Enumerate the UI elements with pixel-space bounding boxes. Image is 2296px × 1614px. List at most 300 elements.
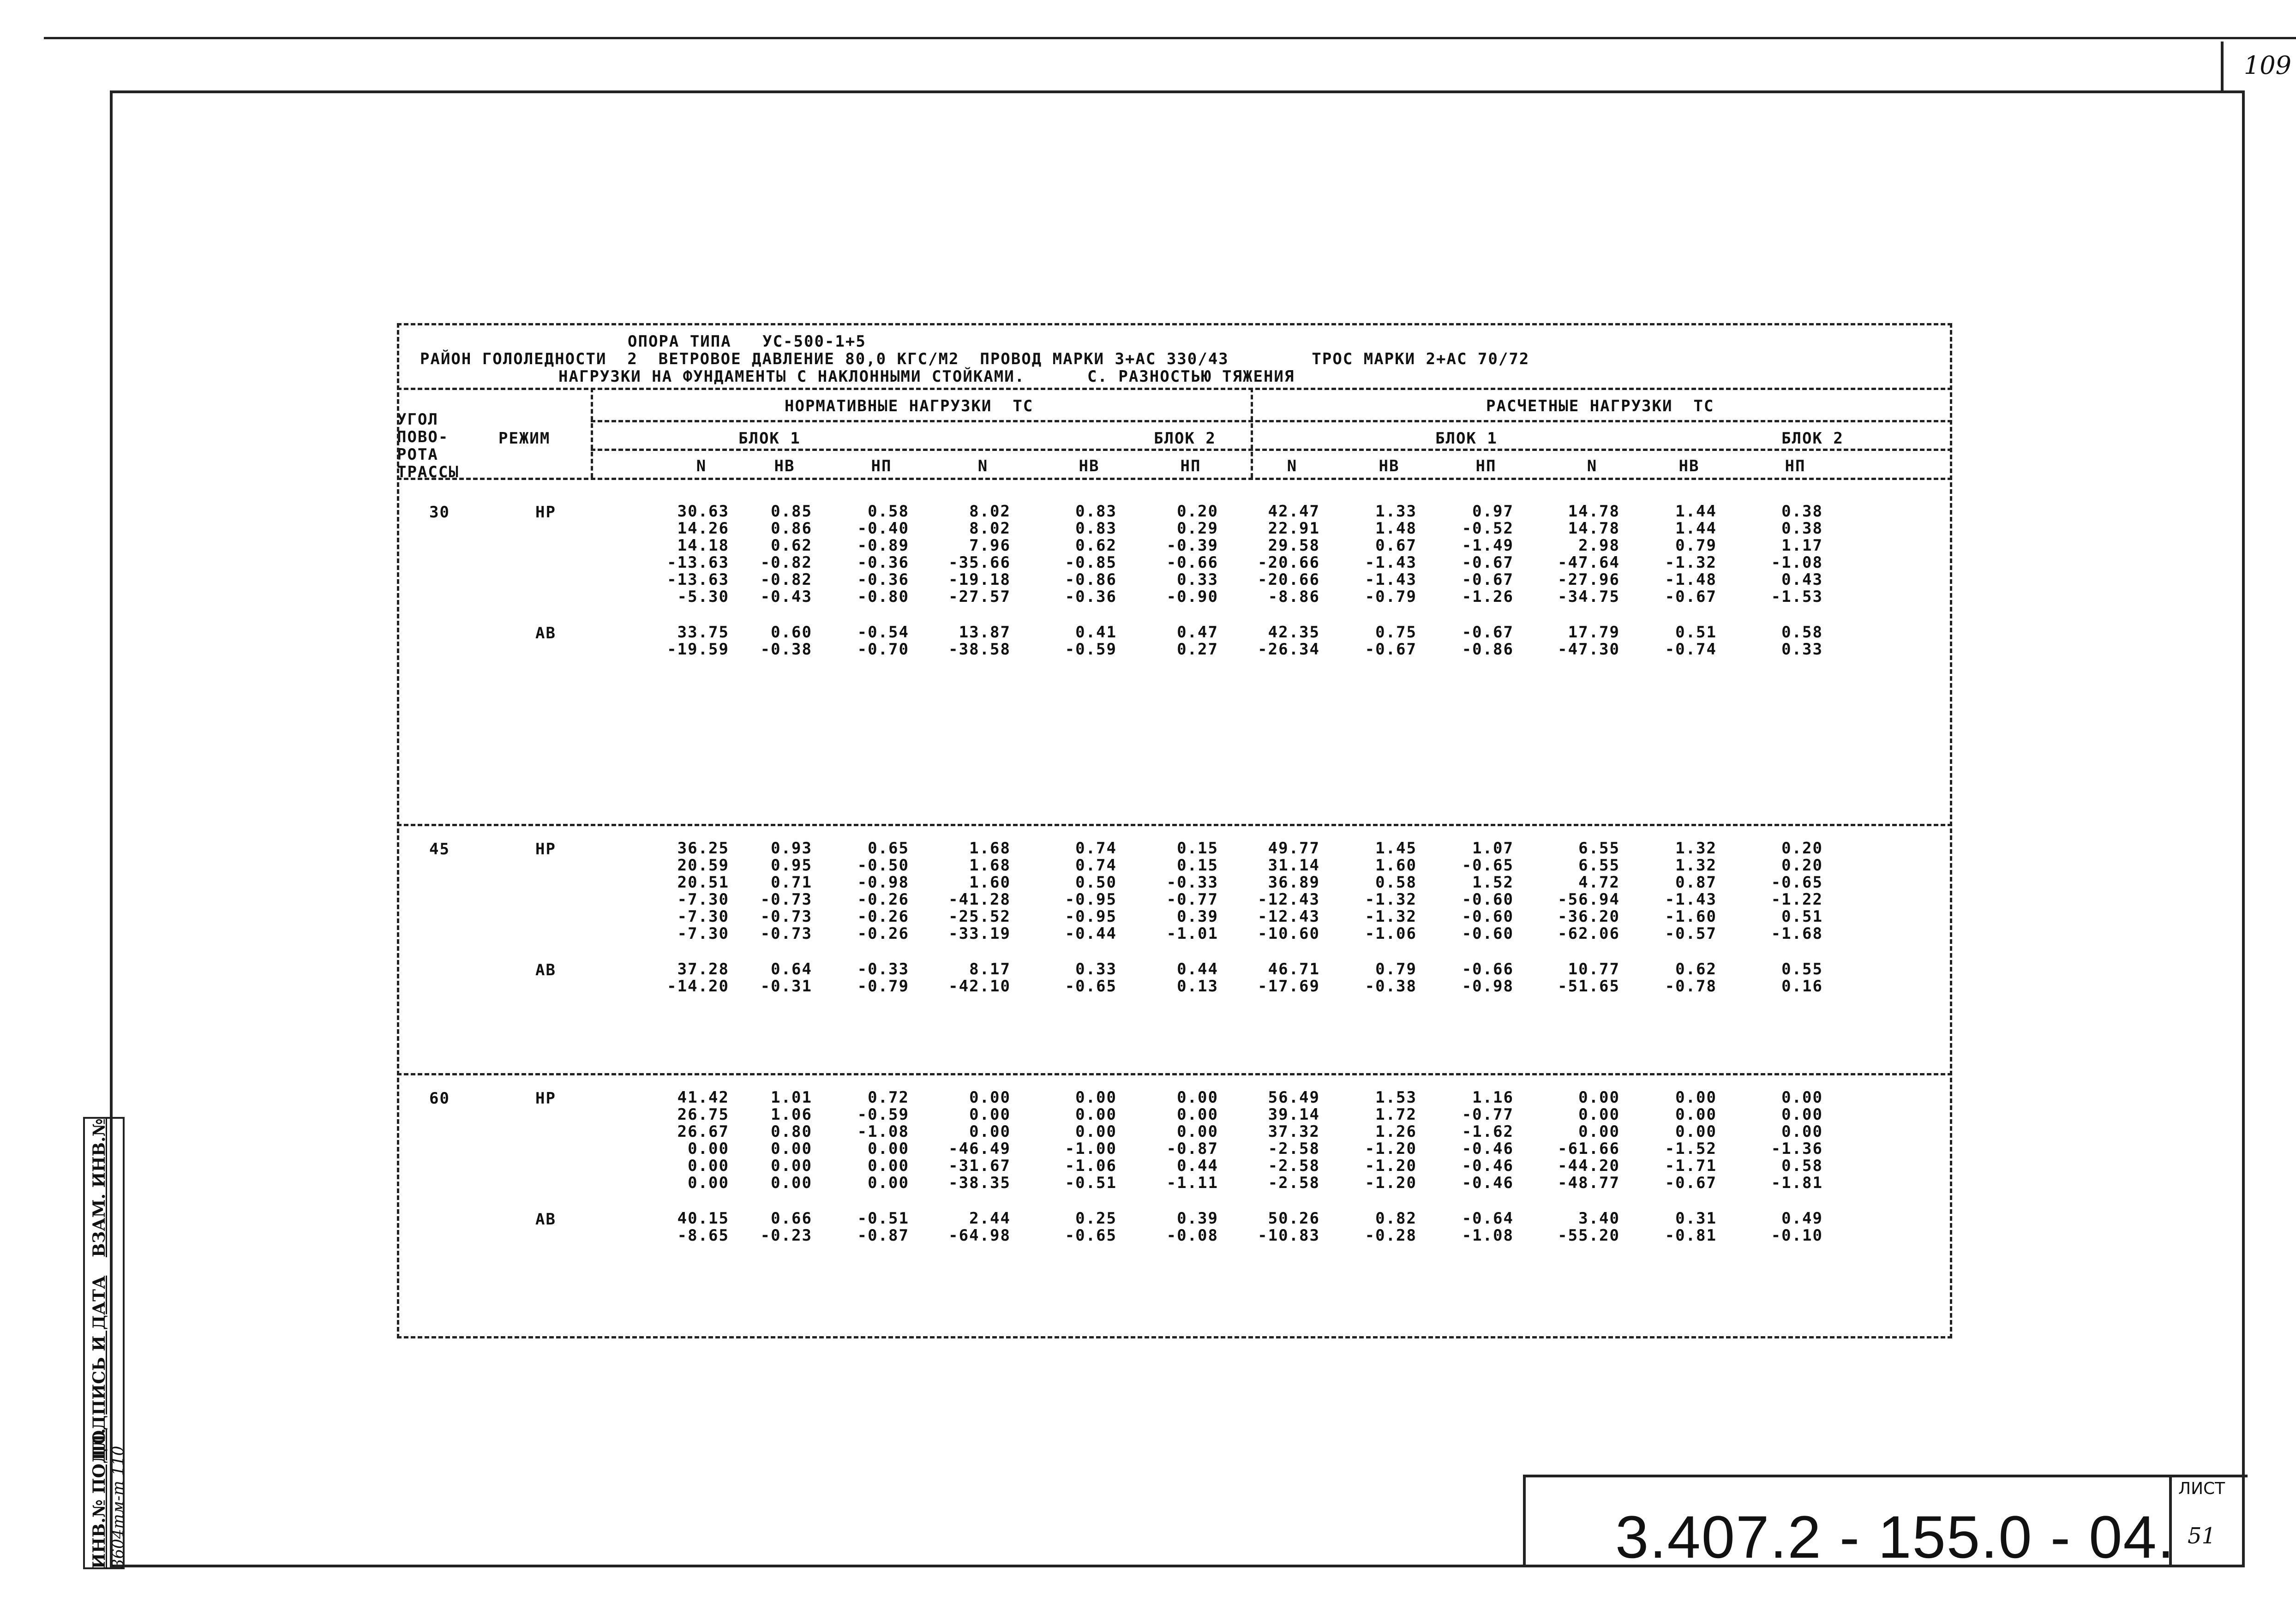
table-cell: 0.66 xyxy=(771,1209,812,1228)
table-cell: 0.41 xyxy=(1075,623,1117,642)
table-cell: 0.50 xyxy=(1075,873,1117,892)
table-cell: 0.00 xyxy=(1578,1105,1620,1124)
table-cell: 0.79 xyxy=(1375,960,1417,978)
table-cell: 0.00 xyxy=(771,1174,812,1192)
group-separator xyxy=(397,1073,1952,1075)
table-cell: 0.00 xyxy=(1675,1105,1717,1124)
header-line-1: ОПОРА ТИПА УС-500-1+5 xyxy=(628,332,866,351)
table-cell: 0.00 xyxy=(969,1122,1011,1141)
table-cell: 1.01 xyxy=(771,1088,812,1107)
table-cell: 0.47 xyxy=(1177,623,1218,642)
table-cell: -0.64 xyxy=(1462,1209,1514,1228)
subheader-divider xyxy=(397,478,1952,480)
table-cell: 0.00 xyxy=(868,1157,909,1175)
table-cell: 1.60 xyxy=(1375,856,1417,875)
table-cell: 0.75 xyxy=(1375,623,1417,642)
table-cell: 41.42 xyxy=(677,1088,729,1107)
table-cell: 0.55 xyxy=(1781,960,1823,978)
table-cell: 0.00 xyxy=(969,1105,1011,1124)
group-separator xyxy=(397,824,1952,826)
table-cell: -0.78 xyxy=(1665,977,1717,996)
col-design: РАСЧЕТНЫЕ НАГРУЗКИ ТС xyxy=(1486,397,1715,415)
table-cell: 0.39 xyxy=(1177,1209,1218,1228)
table-cell: 39.14 xyxy=(1268,1105,1320,1124)
table-cell: -35.66 xyxy=(948,553,1011,572)
table-cell: 0.33 xyxy=(1781,640,1823,659)
table-cell: -1.68 xyxy=(1771,924,1823,943)
table-cell: -56.94 xyxy=(1558,890,1620,909)
table-cell: 14.78 xyxy=(1568,502,1620,521)
table-cell: 8.02 xyxy=(969,502,1011,521)
table-cell: -44.20 xyxy=(1558,1157,1620,1175)
table-cell: 29.58 xyxy=(1268,536,1320,555)
mode-label: НР xyxy=(535,1089,556,1108)
table-cell: 0.74 xyxy=(1075,839,1117,858)
table-cell: 0.85 xyxy=(771,502,812,521)
table-cell: 10.77 xyxy=(1568,960,1620,978)
col-normative: НОРМАТИВНЫЕ НАГРУЗКИ ТС xyxy=(785,397,1034,415)
table-cell: 1.26 xyxy=(1375,1122,1417,1141)
table-cell: 0.33 xyxy=(1177,570,1218,589)
table-cell: -1.01 xyxy=(1166,924,1218,943)
table-cell: 8.02 xyxy=(969,519,1011,538)
table-cell: 14.18 xyxy=(677,536,729,555)
table-cell: 2.98 xyxy=(1578,536,1620,555)
table-cell: 0.83 xyxy=(1075,502,1117,521)
table-cell: -10.83 xyxy=(1258,1226,1320,1245)
table-cell: 1.44 xyxy=(1675,502,1717,521)
angle-value: 45 xyxy=(429,840,450,858)
header-line-3: НАГРУЗКИ НА ФУНДАМЕНТЫ С НАКЛОННЫМИ СТОЙКАМИ. С. РАЗНОСТЬЮ ТЯЖЕНИЯ xyxy=(558,367,1295,386)
table-cell: -0.51 xyxy=(1065,1174,1117,1192)
sub-header: N xyxy=(696,457,707,475)
table-cell: -0.51 xyxy=(857,1209,909,1228)
table-cell: -12.43 xyxy=(1258,890,1320,909)
table-cell: 0.13 xyxy=(1177,977,1218,996)
table-cell: 1.16 xyxy=(1472,1088,1514,1107)
table-cell: 0.20 xyxy=(1177,502,1218,521)
col-norm-block2: БЛОК 2 xyxy=(1154,429,1216,448)
table-cell: 1.53 xyxy=(1375,1088,1417,1107)
table-cell: 6.55 xyxy=(1578,856,1620,875)
table-cell: -13.63 xyxy=(667,553,729,572)
table-cell: 0.15 xyxy=(1177,856,1218,875)
table-cell: 0.00 xyxy=(1675,1088,1717,1107)
sub-header: НВ xyxy=(1079,457,1100,475)
table-cell: -0.73 xyxy=(760,924,812,943)
table-cell: -1.60 xyxy=(1665,907,1717,926)
vline-right xyxy=(1950,323,1952,1338)
table-cell: 0.65 xyxy=(868,839,909,858)
table-cell: -1.06 xyxy=(1365,924,1417,943)
col-norm-block1: БЛОК 1 xyxy=(738,429,801,448)
table-cell: 0.72 xyxy=(868,1088,909,1107)
table-cell: -8.86 xyxy=(1268,588,1320,606)
table-cell: 0.79 xyxy=(1675,536,1717,555)
table-cell: -5.30 xyxy=(677,588,729,606)
sheet-label: ЛИСТ xyxy=(2178,1479,2225,1498)
table-cell: 0.00 xyxy=(1781,1105,1823,1124)
table-cell: -55.20 xyxy=(1558,1226,1620,1245)
table-cell: 13.87 xyxy=(959,623,1011,642)
table-cell: -1.32 xyxy=(1365,907,1417,926)
table-cell: -0.33 xyxy=(857,960,909,978)
table-cell: 40.15 xyxy=(677,1209,729,1228)
table-cell: -26.34 xyxy=(1258,640,1320,659)
table-cell: -1.71 xyxy=(1665,1157,1717,1175)
mode-label: НР xyxy=(535,503,556,522)
table-cell: 0.20 xyxy=(1781,839,1823,858)
table-cell: -0.65 xyxy=(1771,873,1823,892)
table-cell: 0.62 xyxy=(1075,536,1117,555)
table-cell: -20.66 xyxy=(1258,553,1320,572)
table-cell: 0.93 xyxy=(771,839,812,858)
table-cell: -19.59 xyxy=(667,640,729,659)
table-cell: -0.54 xyxy=(857,623,909,642)
table-cell: -34.75 xyxy=(1558,588,1620,606)
document-code: 3.407.2 - 155.0 - 04. xyxy=(1615,1503,2175,1571)
vline-left xyxy=(397,323,399,1338)
table-cell: -0.95 xyxy=(1065,907,1117,926)
table-cell: 0.95 xyxy=(771,856,812,875)
table-cell: -1.53 xyxy=(1771,588,1823,606)
table-cell: -0.26 xyxy=(857,907,909,926)
table-cell: -19.18 xyxy=(948,570,1011,589)
table-cell: 0.67 xyxy=(1375,536,1417,555)
table-cell: 0.51 xyxy=(1781,907,1823,926)
table-cell: -1.43 xyxy=(1665,890,1717,909)
table-cell: 0.51 xyxy=(1675,623,1717,642)
table-cell: -0.46 xyxy=(1462,1157,1514,1175)
table-cell: 1.68 xyxy=(969,839,1011,858)
table-cell: 0.00 xyxy=(1177,1088,1218,1107)
table-cell: -2.58 xyxy=(1268,1157,1320,1175)
table-cell: 3.40 xyxy=(1578,1209,1620,1228)
vline-norm-design xyxy=(1251,388,1253,478)
table-cell: 0.00 xyxy=(1075,1105,1117,1124)
sub-header: НВ xyxy=(1379,457,1400,475)
table-cell: -0.80 xyxy=(857,588,909,606)
table-cell: -1.00 xyxy=(1065,1140,1117,1158)
table-cell: -0.79 xyxy=(857,977,909,996)
table-cell: 1.06 xyxy=(771,1105,812,1124)
table-cell: -0.59 xyxy=(857,1105,909,1124)
vline-mode xyxy=(591,388,593,478)
table-cell: -0.82 xyxy=(760,553,812,572)
mode-label: АВ xyxy=(535,624,556,642)
table-cell: -0.60 xyxy=(1462,907,1514,926)
table-cell: -14.20 xyxy=(667,977,729,996)
stamp-inv: ИНВ.№ ПОДЛ. xyxy=(90,1428,109,1569)
angle-value: 60 xyxy=(429,1089,450,1108)
table-cell: -1.43 xyxy=(1365,553,1417,572)
table-cell: 0.00 xyxy=(1177,1122,1218,1141)
table-cell: -0.67 xyxy=(1665,588,1717,606)
sheet-number: 51 xyxy=(2188,1523,2216,1549)
block-divider xyxy=(591,449,1952,451)
table-cell: -17.69 xyxy=(1258,977,1320,996)
table-cell: 30.63 xyxy=(677,502,729,521)
table-cell: 0.00 xyxy=(688,1174,729,1192)
table-cell: -0.95 xyxy=(1065,890,1117,909)
mode-label: НР xyxy=(535,840,556,858)
table-cell: -0.85 xyxy=(1065,553,1117,572)
table-cell: -0.70 xyxy=(857,640,909,659)
table-cell: 0.00 xyxy=(1781,1122,1823,1141)
sheet-top-number: 109 xyxy=(2243,51,2291,80)
table-cell: 0.43 xyxy=(1781,570,1823,589)
table-cell: -27.57 xyxy=(948,588,1011,606)
table-cell: -0.77 xyxy=(1166,890,1218,909)
table-cell: 0.71 xyxy=(771,873,812,892)
corner-divider xyxy=(2221,42,2224,92)
table-cell: 0.86 xyxy=(771,519,812,538)
table-cell: -1.08 xyxy=(857,1122,909,1141)
table-cell: 0.20 xyxy=(1781,856,1823,875)
table-cell: -0.73 xyxy=(760,907,812,926)
table-cell: 0.00 xyxy=(969,1088,1011,1107)
sub-header: N xyxy=(1587,457,1598,475)
table-cell: 1.33 xyxy=(1375,502,1417,521)
sub-header: НВ xyxy=(1679,457,1700,475)
table-cell: -1.20 xyxy=(1365,1174,1417,1192)
table-cell: -0.77 xyxy=(1462,1105,1514,1124)
table-cell: -0.23 xyxy=(760,1226,812,1245)
sub-header: НП xyxy=(1475,457,1497,475)
table-cell: 14.78 xyxy=(1568,519,1620,538)
table-cell: 0.00 xyxy=(1675,1122,1717,1141)
table-cell: -0.81 xyxy=(1665,1226,1717,1245)
table-cell: 0.44 xyxy=(1177,960,1218,978)
table-cell: 46.71 xyxy=(1268,960,1320,978)
table-cell: 26.75 xyxy=(677,1105,729,1124)
table-cell: -0.26 xyxy=(857,890,909,909)
printout-table xyxy=(397,318,1952,1343)
table-cell: 0.00 xyxy=(1075,1122,1117,1141)
table-cell: -1.20 xyxy=(1365,1140,1417,1158)
table-cell: -0.65 xyxy=(1065,977,1117,996)
table-cell: -7.30 xyxy=(677,924,729,943)
table-cell: -1.11 xyxy=(1166,1174,1218,1192)
table-cell: 0.00 xyxy=(688,1157,729,1175)
table-cell: -0.28 xyxy=(1365,1226,1417,1245)
table-cell: -38.58 xyxy=(948,640,1011,659)
table-cell: 0.74 xyxy=(1075,856,1117,875)
table-cell: 0.49 xyxy=(1781,1209,1823,1228)
table-cell: -10.60 xyxy=(1258,924,1320,943)
table-cell: 0.58 xyxy=(1375,873,1417,892)
table-cell: 0.80 xyxy=(771,1122,812,1141)
sub-header: НП xyxy=(1785,457,1806,475)
table-cell: -0.82 xyxy=(760,570,812,589)
sub-header: N xyxy=(977,457,989,475)
table-cell: -42.10 xyxy=(948,977,1011,996)
table-cell: -1.48 xyxy=(1665,570,1717,589)
table-cell: 20.59 xyxy=(677,856,729,875)
mode-label: АВ xyxy=(535,961,556,979)
table-cell: -0.67 xyxy=(1462,570,1514,589)
table-cell: -1.08 xyxy=(1771,553,1823,572)
table-cell: 56.49 xyxy=(1268,1088,1320,1107)
table-cell: 2.44 xyxy=(969,1209,1011,1228)
table-cell: 0.60 xyxy=(771,623,812,642)
table-cell: 4.72 xyxy=(1578,873,1620,892)
table-cell: 1.32 xyxy=(1675,856,1717,875)
table-cell: -0.90 xyxy=(1166,588,1218,606)
table-cell: -7.30 xyxy=(677,907,729,926)
table-cell: 0.97 xyxy=(1472,502,1514,521)
table-cell: 1.17 xyxy=(1781,536,1823,555)
table-cell: -0.66 xyxy=(1166,553,1218,572)
table-cell: 0.82 xyxy=(1375,1209,1417,1228)
table-cell: 0.00 xyxy=(1578,1122,1620,1141)
table-cell: 0.00 xyxy=(688,1140,729,1158)
table-cell: -47.30 xyxy=(1558,640,1620,659)
table-cell: 0.16 xyxy=(1781,977,1823,996)
table-cell: -0.65 xyxy=(1462,856,1514,875)
table-cell: -0.98 xyxy=(857,873,909,892)
table-cell: 22.91 xyxy=(1268,519,1320,538)
table-cell: 6.55 xyxy=(1578,839,1620,858)
table-cell: 0.38 xyxy=(1781,502,1823,521)
table-cell: -47.64 xyxy=(1558,553,1620,572)
table-cell: 0.00 xyxy=(1075,1088,1117,1107)
table-cell: 1.32 xyxy=(1675,839,1717,858)
table-cell: 36.89 xyxy=(1268,873,1320,892)
table-cell: -0.98 xyxy=(1462,977,1514,996)
table-cell: -2.58 xyxy=(1268,1174,1320,1192)
table-cell: 1.72 xyxy=(1375,1105,1417,1124)
table-cell: 17.79 xyxy=(1568,623,1620,642)
table-cell: -1.49 xyxy=(1462,536,1514,555)
table-cell: 0.31 xyxy=(1675,1209,1717,1228)
table-cell: 0.27 xyxy=(1177,640,1218,659)
table-cell: -25.52 xyxy=(948,907,1011,926)
sub-header: НВ xyxy=(774,457,795,475)
table-cell: 0.83 xyxy=(1075,519,1117,538)
table-cell: 26.67 xyxy=(677,1122,729,1141)
col-mode: РЕЖИМ xyxy=(498,429,551,448)
stamp-handwritten: 3604тм-т 110 xyxy=(109,1446,127,1569)
table-cell: -1.08 xyxy=(1462,1226,1514,1245)
side-stamp xyxy=(83,1117,125,1569)
sub-header: НП xyxy=(871,457,892,475)
table-cell: 0.29 xyxy=(1177,519,1218,538)
table-cell: 0.00 xyxy=(1781,1088,1823,1107)
table-cell: 0.64 xyxy=(771,960,812,978)
table-cell: 1.48 xyxy=(1375,519,1417,538)
table-cell: -64.98 xyxy=(948,1226,1011,1245)
table-cell: -0.44 xyxy=(1065,924,1117,943)
table-cell: -0.79 xyxy=(1365,588,1417,606)
table-cell: 33.75 xyxy=(677,623,729,642)
table-cell: 8.17 xyxy=(969,960,1011,978)
table-cell: 0.00 xyxy=(1578,1088,1620,1107)
table-cell: -36.20 xyxy=(1558,907,1620,926)
table-cell: -0.38 xyxy=(760,640,812,659)
table-cell: -1.06 xyxy=(1065,1157,1117,1175)
table-cell: -0.59 xyxy=(1065,640,1117,659)
table-cell: -0.40 xyxy=(857,519,909,538)
table-cell: 49.77 xyxy=(1268,839,1320,858)
table-cell: -0.08 xyxy=(1166,1226,1218,1245)
table-cell: -0.67 xyxy=(1462,623,1514,642)
table-cell: -1.52 xyxy=(1665,1140,1717,1158)
table-cell: 0.00 xyxy=(771,1157,812,1175)
table-cell: 0.00 xyxy=(771,1140,812,1158)
table-cell: -1.22 xyxy=(1771,890,1823,909)
table-cell: 1.52 xyxy=(1472,873,1514,892)
table-top-border xyxy=(397,323,1952,325)
top-rule xyxy=(44,37,2296,39)
table-cell: 14.26 xyxy=(677,519,729,538)
table-cell: -0.60 xyxy=(1462,924,1514,943)
table-cell: -0.73 xyxy=(760,890,812,909)
table-cell: -1.32 xyxy=(1665,553,1717,572)
table-cell: -0.74 xyxy=(1665,640,1717,659)
table-cell: -0.67 xyxy=(1365,640,1417,659)
table-cell: -1.81 xyxy=(1771,1174,1823,1192)
table-cell: -0.86 xyxy=(1065,570,1117,589)
table-cell: 36.25 xyxy=(677,839,729,858)
table-cell: 7.96 xyxy=(969,536,1011,555)
stamp-vzam: ВЗАМ. ИНВ.№ xyxy=(90,1118,109,1257)
table-cell: 50.26 xyxy=(1268,1209,1320,1228)
stamp-sign: ПОДПИСЬ И ДАТА xyxy=(90,1275,109,1460)
table-cell: -1.32 xyxy=(1365,890,1417,909)
table-cell: -0.87 xyxy=(857,1226,909,1245)
header-divider xyxy=(397,388,1952,390)
table-cell: -0.26 xyxy=(857,924,909,943)
table-cell: -0.46 xyxy=(1462,1140,1514,1158)
table-cell: 1.07 xyxy=(1472,839,1514,858)
table-cell: -0.31 xyxy=(760,977,812,996)
table-cell: 1.44 xyxy=(1675,519,1717,538)
table-cell: -0.36 xyxy=(1065,588,1117,606)
table-cell: -1.26 xyxy=(1462,588,1514,606)
table-cell: -41.28 xyxy=(948,890,1011,909)
sub-header: НП xyxy=(1180,457,1201,475)
table-cell: 0.15 xyxy=(1177,839,1218,858)
table-cell: 0.58 xyxy=(1781,623,1823,642)
col-design-block1: БЛОК 1 xyxy=(1435,429,1498,448)
table-cell: -31.67 xyxy=(948,1157,1011,1175)
table-cell: -1.20 xyxy=(1365,1157,1417,1175)
table-cell: -1.43 xyxy=(1365,570,1417,589)
table-cell: -8.65 xyxy=(677,1226,729,1245)
table-cell: 42.35 xyxy=(1268,623,1320,642)
table-cell: 0.62 xyxy=(1675,960,1717,978)
table-cell: 42.47 xyxy=(1268,502,1320,521)
table-cell: -62.06 xyxy=(1558,924,1620,943)
table-cell: 20.51 xyxy=(677,873,729,892)
table-cell: -0.67 xyxy=(1462,553,1514,572)
table-cell: -0.43 xyxy=(760,588,812,606)
table-cell: 0.00 xyxy=(868,1140,909,1158)
table-cell: -0.87 xyxy=(1166,1140,1218,1158)
table-cell: 0.39 xyxy=(1177,907,1218,926)
table-cell: -0.46 xyxy=(1462,1174,1514,1192)
table-cell: -38.35 xyxy=(948,1174,1011,1192)
group-divider xyxy=(591,420,1952,422)
col-design-block2: БЛОК 2 xyxy=(1781,429,1844,448)
table-cell: -0.89 xyxy=(857,536,909,555)
table-cell: -0.10 xyxy=(1771,1226,1823,1245)
table-cell: -12.43 xyxy=(1258,907,1320,926)
table-cell: -13.63 xyxy=(667,570,729,589)
mode-label: АВ xyxy=(535,1210,556,1229)
table-cell: -0.36 xyxy=(857,570,909,589)
